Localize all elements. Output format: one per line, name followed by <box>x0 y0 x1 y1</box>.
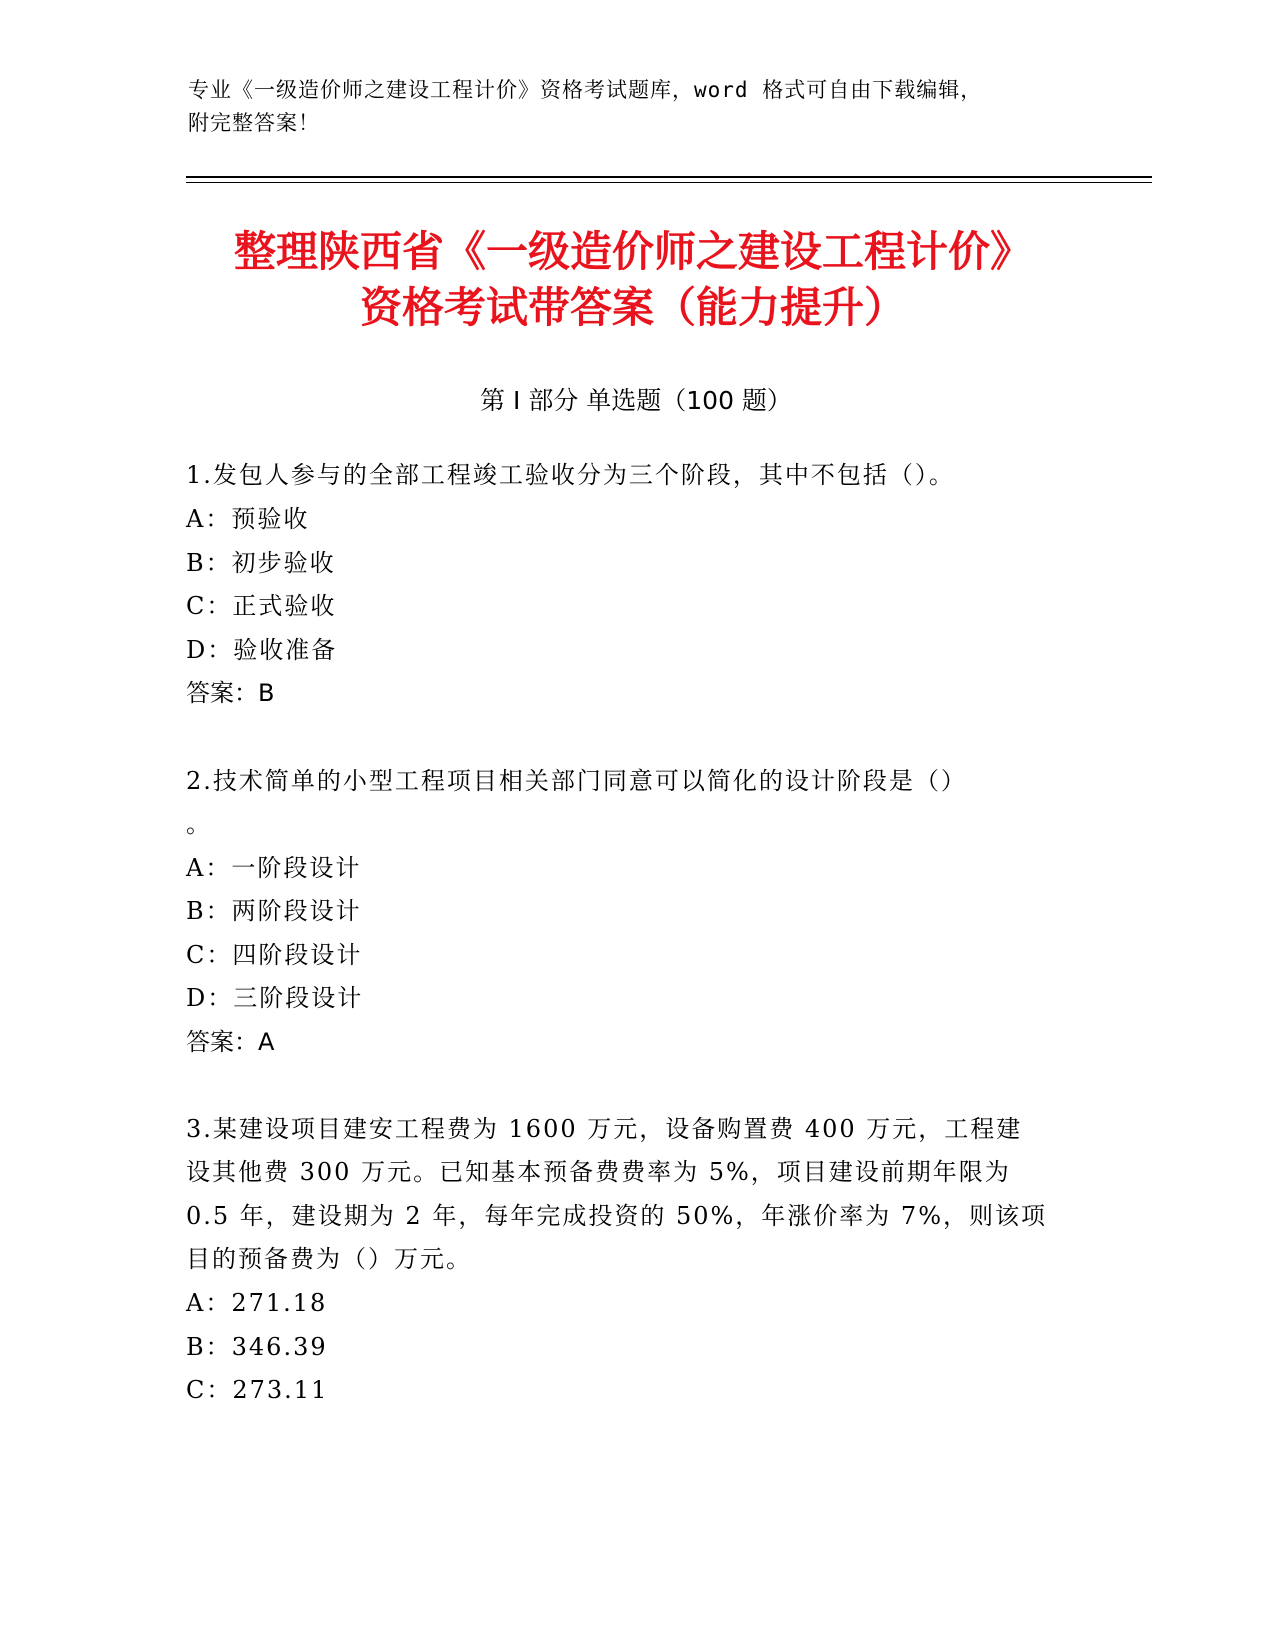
question-3-text-cont: 0.5 年，建设期为 2 年，每年完成投资的 50%，年涨价率为 7%，则该项 <box>186 1202 1047 1230</box>
title-line: 资格考试带答案（能力提升） <box>359 283 906 332</box>
question-1-option-a: A：预验收 <box>186 505 310 533</box>
title-line: 整理陕西省《一级造价师之建设工程计价》 <box>233 227 1032 276</box>
question-2-option-c: C：四阶段设计 <box>186 941 363 969</box>
question-2-option-a: A：一阶段设计 <box>186 854 362 882</box>
document-title <box>150 224 1116 336</box>
header-note-line: 专业《一级造价师之建设工程计价》资格考试题库，word 格式可自由下载编辑， <box>188 78 983 102</box>
question-1-text: 1.发包人参与的全部工程竣工验收分为三个阶段，其中不包括（）。 <box>186 461 955 489</box>
question-1-option-d: D：验收准备 <box>186 636 338 664</box>
question-3-text-cont: 目的预备费为（）万元。 <box>186 1245 472 1273</box>
header-rule-thick <box>186 176 1152 178</box>
question-3-text: 3.某建设项目建安工程费为 1600 万元，设备购置费 400 万元，工程建 <box>186 1115 1023 1143</box>
question-2-text-cont: 。 <box>186 810 212 838</box>
header-note <box>188 74 1088 140</box>
question-2-text: 2.技术简单的小型工程项目相关部门同意可以简化的设计阶段是（） <box>186 767 967 795</box>
section-heading: 第 I 部分 单选题（100 题） <box>480 386 792 415</box>
question-2-option-b: B：两阶段设计 <box>186 897 362 925</box>
header-note-line: 附完整答案！ <box>188 111 320 135</box>
question-2-answer: 答案：A <box>186 1028 275 1056</box>
question-3-text-cont: 设其他费 300 万元。已知基本预备费费率为 5%，项目建设前期年限为 <box>186 1158 1011 1186</box>
question-2-option-d: D：三阶段设计 <box>186 984 364 1012</box>
question-1-option-b: B：初步验收 <box>186 549 336 577</box>
header-rule-thin <box>186 182 1152 183</box>
question-1-option-c: C：正式验收 <box>186 592 337 620</box>
question-1-answer: 答案：B <box>186 679 275 707</box>
question-3-option-b: B：346.39 <box>186 1333 328 1361</box>
question-3-option-a: A：271.18 <box>186 1289 328 1317</box>
question-3-option-c: C：273.11 <box>186 1376 329 1404</box>
